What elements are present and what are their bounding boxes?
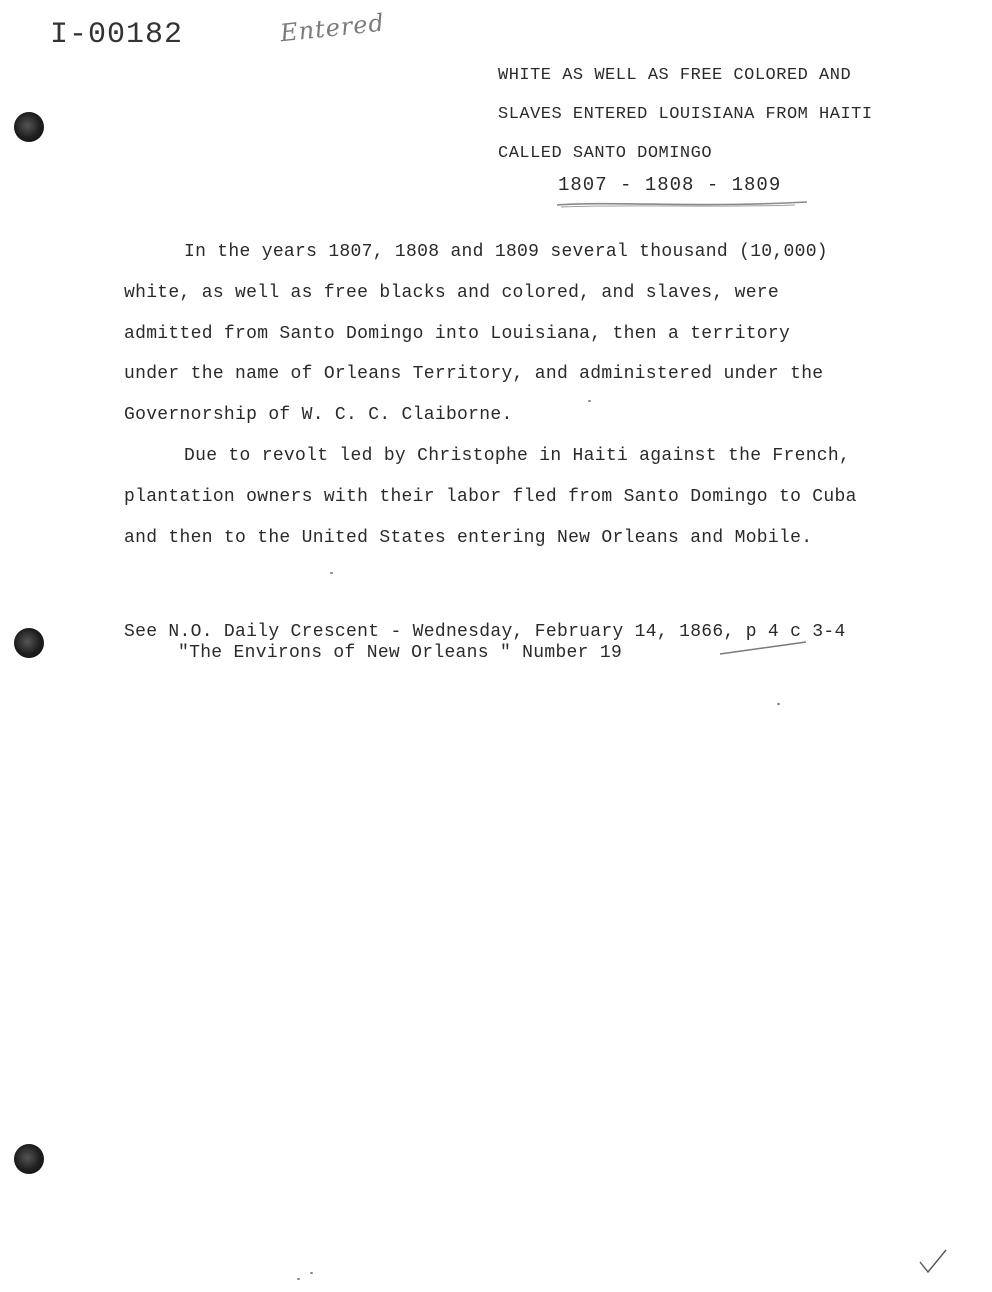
handwritten-note: Entered [278,8,387,48]
paragraph-2-line: plantation owners with their labor fled from Santo Domingo to Cuba [124,486,857,507]
paragraph-2-line: and then to the United States entering New Orleans and Mobile. [124,527,813,548]
paper-speck [777,703,780,705]
paper-speck [330,572,333,574]
check-mark-icon [918,1248,948,1274]
title-line: WHITE AS WELL AS FREE COLORED AND [498,66,852,85]
paper-speck [588,400,591,402]
paper-speck [310,1272,313,1274]
document-body [124,232,924,558]
binder-hole-icon [14,628,44,658]
document-id-stamp: I-00182 [50,18,184,52]
citation-line-1: See N.O. Daily Crescent - Wednesday, February 14, 1866, p 4 c 3-4 [124,622,846,642]
paragraph-2-line: Due to revolt led by Christophe in Haiti against the French, [184,445,851,466]
title-line: SLAVES ENTERED LOUISIANA FROM HAITI [498,105,873,124]
binder-hole-icon [14,1144,44,1174]
paragraph-1-line: In the years 1807, 1808 and 1809 several thousand (10,000) [184,242,828,262]
paragraph-1-line: admitted from Santo Domingo into Louisiana, then a territory [124,323,791,344]
title-line: CALLED SANTO DOMINGO [498,144,713,163]
binder-hole-icon [14,112,44,142]
paragraph-1-line: white, as well as free blacks and colored, and slaves, were [124,282,780,303]
paper-speck [297,1278,300,1280]
paragraph-1-line: under the name of Orleans Territory, and administered under the [124,364,824,385]
title-years: 1807 - 1808 - 1809 [558,174,782,196]
citation-line-2: "The Environs of New Orleans " Number 19 [178,643,623,663]
citation-underline-mark [718,640,808,658]
paragraph-1-line: Governorship of W. C. C. Claiborne. [124,405,513,426]
years-underline-mark [555,199,810,209]
document-title [498,56,873,173]
